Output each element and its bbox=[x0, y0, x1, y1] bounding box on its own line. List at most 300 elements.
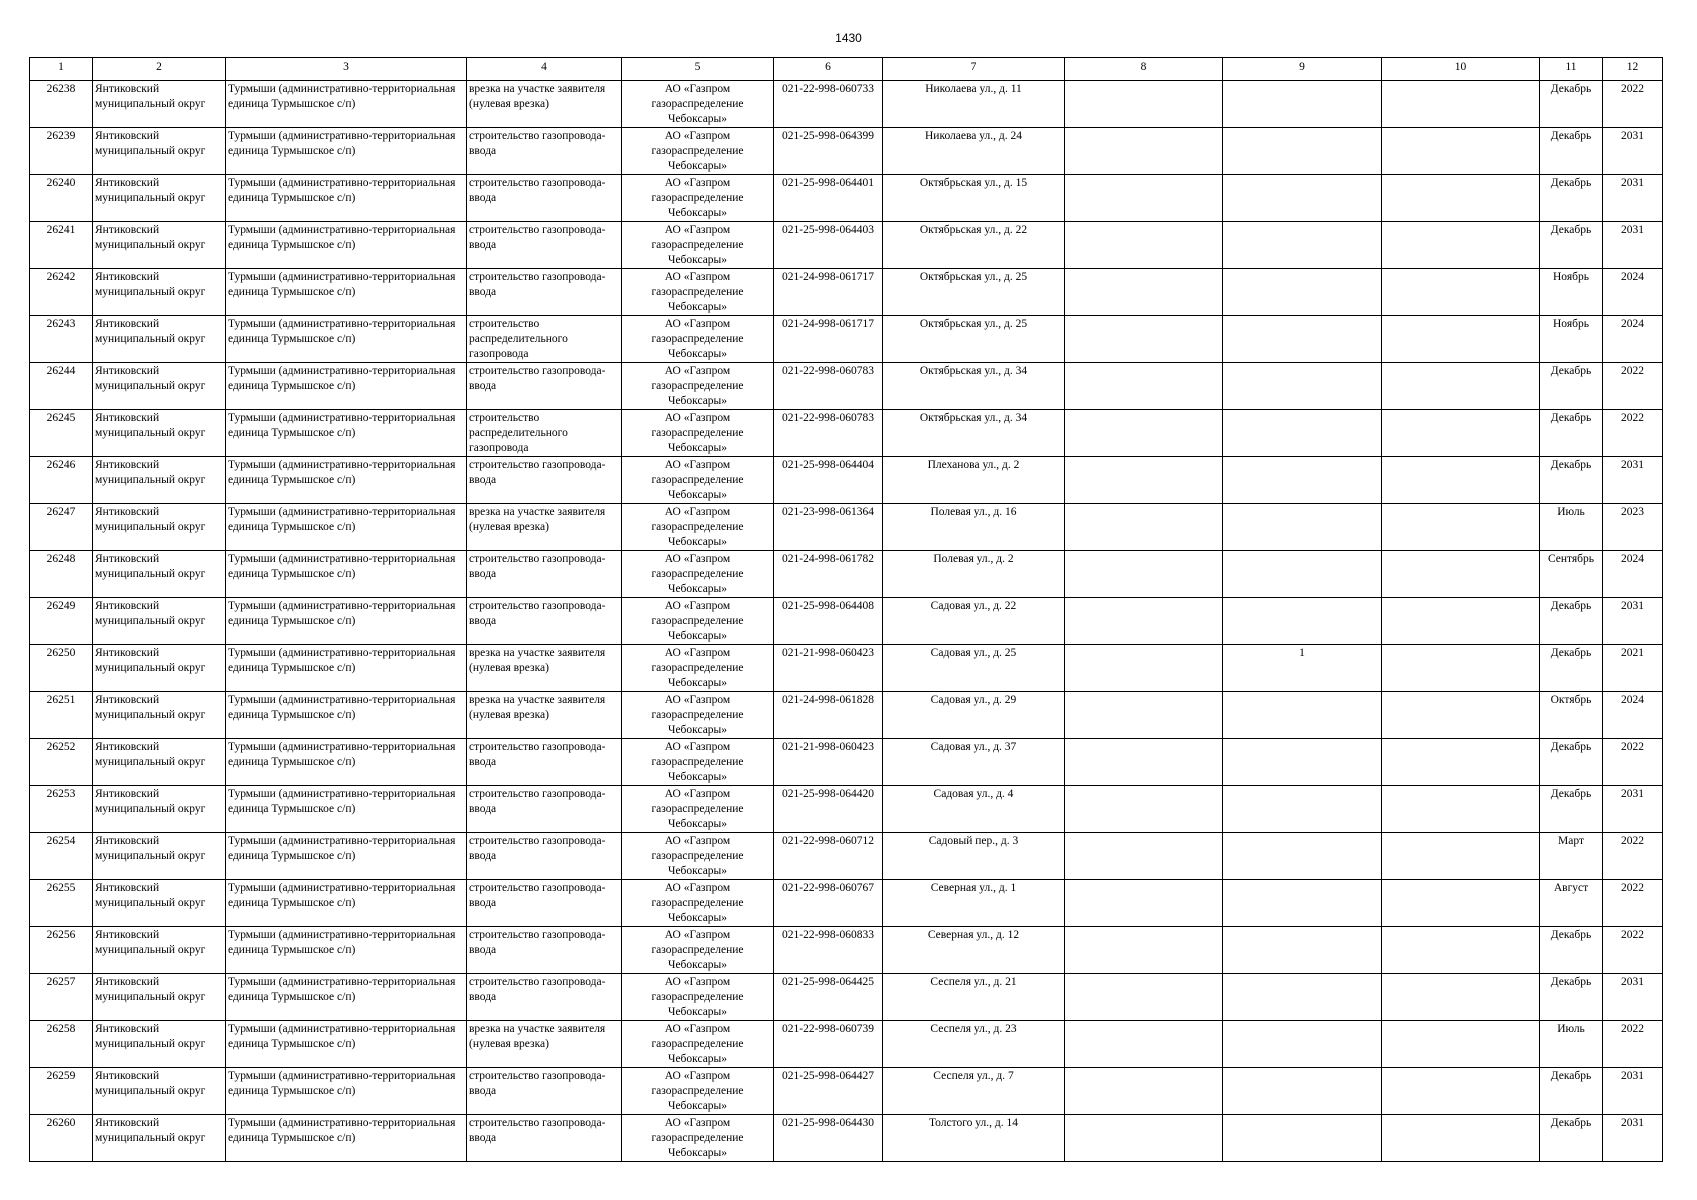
year-cell: 2024 bbox=[1603, 692, 1663, 739]
column-8-cell bbox=[1065, 410, 1223, 457]
row-number-cell: 26240 bbox=[30, 175, 93, 222]
work-type-cell: врезка на участке заявителя (нулевая врезка) bbox=[467, 692, 622, 739]
column-8-cell bbox=[1065, 81, 1223, 128]
district-cell: Янтиковский муниципальный округ bbox=[93, 175, 226, 222]
table-row bbox=[30, 175, 1663, 222]
year-cell: 2022 bbox=[1603, 739, 1663, 786]
district-cell: Янтиковский муниципальный округ bbox=[93, 786, 226, 833]
column-header-9: 9 bbox=[1223, 58, 1382, 81]
organization-cell: АО «Газпром газораспределение Чебоксары» bbox=[622, 880, 774, 927]
address-cell: Полевая ул., д. 2 bbox=[883, 551, 1065, 598]
object-code-cell: 021-24-998-061717 bbox=[774, 269, 883, 316]
organization-cell: АО «Газпром газораспределение Чебоксары» bbox=[622, 175, 774, 222]
column-8-cell bbox=[1065, 786, 1223, 833]
month-cell: Ноябрь bbox=[1540, 316, 1603, 363]
year-cell: 2022 bbox=[1603, 880, 1663, 927]
organization-cell: АО «Газпром газораспределение Чебоксары» bbox=[622, 927, 774, 974]
address-cell: Садовый пер., д. 3 bbox=[883, 833, 1065, 880]
column-8-cell bbox=[1065, 598, 1223, 645]
table-row bbox=[30, 1021, 1663, 1068]
table-row bbox=[30, 974, 1663, 1021]
district-cell: Янтиковский муниципальный округ bbox=[93, 316, 226, 363]
month-cell: Декабрь bbox=[1540, 222, 1603, 269]
settlement-cell: Турмыши (административно-территориальная единица Турмышское с/п) bbox=[226, 974, 467, 1021]
work-type-cell: строительство газопровода-ввода bbox=[467, 551, 622, 598]
month-cell: Июль bbox=[1540, 1021, 1603, 1068]
column-header-10: 10 bbox=[1382, 58, 1540, 81]
row-number-cell: 26248 bbox=[30, 551, 93, 598]
row-number-cell: 26238 bbox=[30, 81, 93, 128]
column-10-cell bbox=[1382, 1068, 1540, 1115]
work-type-cell: строительство газопровода-ввода bbox=[467, 269, 622, 316]
address-cell: Садовая ул., д. 4 bbox=[883, 786, 1065, 833]
work-type-cell: врезка на участке заявителя (нулевая врезка) bbox=[467, 81, 622, 128]
year-cell: 2022 bbox=[1603, 1021, 1663, 1068]
district-cell: Янтиковский муниципальный округ bbox=[93, 269, 226, 316]
work-type-cell: строительство газопровода-ввода bbox=[467, 1115, 622, 1162]
row-number-cell: 26259 bbox=[30, 1068, 93, 1115]
object-code-cell: 021-22-998-060739 bbox=[774, 1021, 883, 1068]
column-10-cell bbox=[1382, 222, 1540, 269]
object-code-cell: 021-25-998-064430 bbox=[774, 1115, 883, 1162]
column-9-cell bbox=[1223, 410, 1382, 457]
table-row bbox=[30, 363, 1663, 410]
month-cell: Декабрь bbox=[1540, 645, 1603, 692]
organization-cell: АО «Газпром газораспределение Чебоксары» bbox=[622, 128, 774, 175]
column-8-cell bbox=[1065, 363, 1223, 410]
year-cell: 2031 bbox=[1603, 175, 1663, 222]
district-cell: Янтиковский муниципальный округ bbox=[93, 645, 226, 692]
column-9-cell bbox=[1223, 551, 1382, 598]
page-number: 1430 bbox=[835, 31, 862, 45]
month-cell: Август bbox=[1540, 880, 1603, 927]
column-10-cell bbox=[1382, 410, 1540, 457]
address-cell: Плеханова ул., д. 2 bbox=[883, 457, 1065, 504]
year-cell: 2022 bbox=[1603, 833, 1663, 880]
column-10-cell bbox=[1382, 128, 1540, 175]
object-code-cell: 021-22-998-060767 bbox=[774, 880, 883, 927]
district-cell: Янтиковский муниципальный округ bbox=[93, 363, 226, 410]
column-9-cell bbox=[1223, 974, 1382, 1021]
work-type-cell: строительство газопровода-ввода bbox=[467, 128, 622, 175]
column-10-cell bbox=[1382, 833, 1540, 880]
address-cell: Садовая ул., д. 25 bbox=[883, 645, 1065, 692]
year-cell: 2031 bbox=[1603, 1068, 1663, 1115]
district-cell: Янтиковский муниципальный округ bbox=[93, 81, 226, 128]
object-code-cell: 021-25-998-064404 bbox=[774, 457, 883, 504]
work-type-cell: врезка на участке заявителя (нулевая врезка) bbox=[467, 1021, 622, 1068]
settlement-cell: Турмыши (административно-территориальная единица Турмышское с/п) bbox=[226, 551, 467, 598]
work-type-cell: врезка на участке заявителя (нулевая врезка) bbox=[467, 504, 622, 551]
column-9-cell bbox=[1223, 1115, 1382, 1162]
header-row bbox=[30, 58, 1663, 81]
district-cell: Янтиковский муниципальный округ bbox=[93, 128, 226, 175]
address-cell: Октябрьская ул., д. 22 bbox=[883, 222, 1065, 269]
column-header-7: 7 bbox=[883, 58, 1065, 81]
organization-cell: АО «Газпром газораспределение Чебоксары» bbox=[622, 645, 774, 692]
column-10-cell bbox=[1382, 504, 1540, 551]
work-type-cell: врезка на участке заявителя (нулевая врезка) bbox=[467, 645, 622, 692]
organization-cell: АО «Газпром газораспределение Чебоксары» bbox=[622, 1068, 774, 1115]
year-cell: 2024 bbox=[1603, 316, 1663, 363]
organization-cell: АО «Газпром газораспределение Чебоксары» bbox=[622, 316, 774, 363]
column-10-cell bbox=[1382, 457, 1540, 504]
year-cell: 2031 bbox=[1603, 1115, 1663, 1162]
column-8-cell bbox=[1065, 269, 1223, 316]
column-9-cell bbox=[1223, 927, 1382, 974]
column-10-cell bbox=[1382, 645, 1540, 692]
column-9-cell: 1 bbox=[1223, 645, 1382, 692]
column-header-12: 12 bbox=[1603, 58, 1663, 81]
column-9-cell bbox=[1223, 316, 1382, 363]
year-cell: 2024 bbox=[1603, 551, 1663, 598]
settlement-cell: Турмыши (административно-территориальная единица Турмышское с/п) bbox=[226, 927, 467, 974]
object-code-cell: 021-25-998-064427 bbox=[774, 1068, 883, 1115]
settlement-cell: Турмыши (административно-территориальная единица Турмышское с/п) bbox=[226, 1068, 467, 1115]
row-number-cell: 26245 bbox=[30, 410, 93, 457]
column-10-cell bbox=[1382, 551, 1540, 598]
year-cell: 2022 bbox=[1603, 81, 1663, 128]
month-cell: Декабрь bbox=[1540, 927, 1603, 974]
year-cell: 2022 bbox=[1603, 927, 1663, 974]
settlement-cell: Турмыши (административно-территориальная единица Турмышское с/п) bbox=[226, 645, 467, 692]
register-table bbox=[29, 57, 1663, 1162]
column-header-5: 5 bbox=[622, 58, 774, 81]
table-row bbox=[30, 598, 1663, 645]
row-number-cell: 26242 bbox=[30, 269, 93, 316]
district-cell: Янтиковский муниципальный округ bbox=[93, 1021, 226, 1068]
settlement-cell: Турмыши (административно-территориальная единица Турмышское с/п) bbox=[226, 598, 467, 645]
object-code-cell: 021-22-998-060783 bbox=[774, 363, 883, 410]
row-number-cell: 26250 bbox=[30, 645, 93, 692]
table-row bbox=[30, 504, 1663, 551]
organization-cell: АО «Газпром газораспределение Чебоксары» bbox=[622, 692, 774, 739]
column-9-cell bbox=[1223, 504, 1382, 551]
column-9-cell bbox=[1223, 880, 1382, 927]
organization-cell: АО «Газпром газораспределение Чебоксары» bbox=[622, 81, 774, 128]
column-8-cell bbox=[1065, 1115, 1223, 1162]
organization-cell: АО «Газпром газораспределение Чебоксары» bbox=[622, 739, 774, 786]
row-number-cell: 26247 bbox=[30, 504, 93, 551]
settlement-cell: Турмыши (административно-территориальная единица Турмышское с/п) bbox=[226, 504, 467, 551]
year-cell: 2031 bbox=[1603, 457, 1663, 504]
table-row bbox=[30, 551, 1663, 598]
settlement-cell: Турмыши (административно-территориальная единица Турмышское с/п) bbox=[226, 880, 467, 927]
column-8-cell bbox=[1065, 551, 1223, 598]
settlement-cell: Турмыши (административно-территориальная единица Турмышское с/п) bbox=[226, 786, 467, 833]
object-code-cell: 021-22-998-060833 bbox=[774, 927, 883, 974]
district-cell: Янтиковский муниципальный округ bbox=[93, 410, 226, 457]
column-8-cell bbox=[1065, 504, 1223, 551]
object-code-cell: 021-22-998-060712 bbox=[774, 833, 883, 880]
district-cell: Янтиковский муниципальный округ bbox=[93, 457, 226, 504]
settlement-cell: Турмыши (административно-территориальная единица Турмышское с/п) bbox=[226, 269, 467, 316]
address-cell: Садовая ул., д. 37 bbox=[883, 739, 1065, 786]
row-number-cell: 26260 bbox=[30, 1115, 93, 1162]
column-9-cell bbox=[1223, 739, 1382, 786]
district-cell: Янтиковский муниципальный округ bbox=[93, 692, 226, 739]
month-cell: Декабрь bbox=[1540, 410, 1603, 457]
organization-cell: АО «Газпром газораспределение Чебоксары» bbox=[622, 974, 774, 1021]
work-type-cell: строительство газопровода-ввода bbox=[467, 598, 622, 645]
settlement-cell: Турмыши (административно-территориальная единица Турмышское с/п) bbox=[226, 410, 467, 457]
work-type-cell: строительство газопровода-ввода bbox=[467, 222, 622, 269]
district-cell: Янтиковский муниципальный округ bbox=[93, 974, 226, 1021]
column-9-cell bbox=[1223, 1068, 1382, 1115]
row-number-cell: 26243 bbox=[30, 316, 93, 363]
column-10-cell bbox=[1382, 974, 1540, 1021]
work-type-cell: строительство газопровода-ввода bbox=[467, 739, 622, 786]
work-type-cell: строительство газопровода-ввода bbox=[467, 880, 622, 927]
column-10-cell bbox=[1382, 739, 1540, 786]
table-row bbox=[30, 739, 1663, 786]
table-row bbox=[30, 833, 1663, 880]
district-cell: Янтиковский муниципальный округ bbox=[93, 222, 226, 269]
month-cell: Декабрь bbox=[1540, 175, 1603, 222]
organization-cell: АО «Газпром газораспределение Чебоксары» bbox=[622, 598, 774, 645]
organization-cell: АО «Газпром газораспределение Чебоксары» bbox=[622, 457, 774, 504]
address-cell: Сеспеля ул., д. 7 bbox=[883, 1068, 1065, 1115]
address-cell: Северная ул., д. 1 bbox=[883, 880, 1065, 927]
year-cell: 2024 bbox=[1603, 269, 1663, 316]
column-8-cell bbox=[1065, 645, 1223, 692]
address-cell: Октябрьская ул., д. 25 bbox=[883, 316, 1065, 363]
table-row bbox=[30, 222, 1663, 269]
settlement-cell: Турмыши (административно-территориальная единица Турмышское с/п) bbox=[226, 128, 467, 175]
district-cell: Янтиковский муниципальный округ bbox=[93, 833, 226, 880]
address-cell: Садовая ул., д. 29 bbox=[883, 692, 1065, 739]
column-10-cell bbox=[1382, 880, 1540, 927]
column-10-cell bbox=[1382, 316, 1540, 363]
organization-cell: АО «Газпром газораспределение Чебоксары» bbox=[622, 1115, 774, 1162]
row-number-cell: 26239 bbox=[30, 128, 93, 175]
table-row bbox=[30, 128, 1663, 175]
work-type-cell: строительство газопровода-ввода bbox=[467, 833, 622, 880]
organization-cell: АО «Газпром газораспределение Чебоксары» bbox=[622, 786, 774, 833]
column-header-3: 3 bbox=[226, 58, 467, 81]
row-number-cell: 26241 bbox=[30, 222, 93, 269]
row-number-cell: 26251 bbox=[30, 692, 93, 739]
column-header-8: 8 bbox=[1065, 58, 1223, 81]
table-row bbox=[30, 1115, 1663, 1162]
column-8-cell bbox=[1065, 175, 1223, 222]
row-number-cell: 26253 bbox=[30, 786, 93, 833]
column-8-cell bbox=[1065, 974, 1223, 1021]
table-row bbox=[30, 269, 1663, 316]
column-9-cell bbox=[1223, 692, 1382, 739]
column-8-cell bbox=[1065, 1021, 1223, 1068]
year-cell: 2031 bbox=[1603, 222, 1663, 269]
column-8-cell bbox=[1065, 927, 1223, 974]
address-cell: Октябрьская ул., д. 34 bbox=[883, 410, 1065, 457]
district-cell: Янтиковский муниципальный округ bbox=[93, 1068, 226, 1115]
column-header-1: 1 bbox=[30, 58, 93, 81]
organization-cell: АО «Газпром газораспределение Чебоксары» bbox=[622, 504, 774, 551]
column-9-cell bbox=[1223, 269, 1382, 316]
object-code-cell: 021-21-998-060423 bbox=[774, 645, 883, 692]
table-row bbox=[30, 927, 1663, 974]
month-cell: Декабрь bbox=[1540, 1068, 1603, 1115]
district-cell: Янтиковский муниципальный округ bbox=[93, 1115, 226, 1162]
address-cell: Садовая ул., д. 22 bbox=[883, 598, 1065, 645]
table-header bbox=[30, 58, 1663, 81]
column-9-cell bbox=[1223, 128, 1382, 175]
work-type-cell: строительство газопровода-ввода bbox=[467, 363, 622, 410]
year-cell: 2021 bbox=[1603, 645, 1663, 692]
district-cell: Янтиковский муниципальный округ bbox=[93, 504, 226, 551]
organization-cell: АО «Газпром газораспределение Чебоксары» bbox=[622, 222, 774, 269]
row-number-cell: 26256 bbox=[30, 927, 93, 974]
address-cell: Толстого ул., д. 14 bbox=[883, 1115, 1065, 1162]
district-cell: Янтиковский муниципальный округ bbox=[93, 927, 226, 974]
table-row bbox=[30, 81, 1663, 128]
column-9-cell bbox=[1223, 175, 1382, 222]
column-8-cell bbox=[1065, 1068, 1223, 1115]
object-code-cell: 021-21-998-060423 bbox=[774, 739, 883, 786]
column-9-cell bbox=[1223, 363, 1382, 410]
column-9-cell bbox=[1223, 457, 1382, 504]
row-number-cell: 26249 bbox=[30, 598, 93, 645]
month-cell: Октябрь bbox=[1540, 692, 1603, 739]
month-cell: Декабрь bbox=[1540, 598, 1603, 645]
column-10-cell bbox=[1382, 1115, 1540, 1162]
work-type-cell: строительство газопровода-ввода bbox=[467, 457, 622, 504]
column-9-cell bbox=[1223, 833, 1382, 880]
work-type-cell: строительство распределительного газопровода bbox=[467, 316, 622, 363]
work-type-cell: строительство газопровода-ввода bbox=[467, 1068, 622, 1115]
address-cell: Октябрьская ул., д. 15 bbox=[883, 175, 1065, 222]
settlement-cell: Турмыши (административно-территориальная единица Турмышское с/п) bbox=[226, 692, 467, 739]
settlement-cell: Турмыши (административно-территориальная единица Турмышское с/п) bbox=[226, 1021, 467, 1068]
column-8-cell bbox=[1065, 316, 1223, 363]
district-cell: Янтиковский муниципальный округ bbox=[93, 880, 226, 927]
year-cell: 2022 bbox=[1603, 363, 1663, 410]
row-number-cell: 26255 bbox=[30, 880, 93, 927]
year-cell: 2031 bbox=[1603, 598, 1663, 645]
address-cell: Полевая ул., д. 16 bbox=[883, 504, 1065, 551]
object-code-cell: 021-24-998-061828 bbox=[774, 692, 883, 739]
column-9-cell bbox=[1223, 81, 1382, 128]
month-cell: Декабрь bbox=[1540, 128, 1603, 175]
settlement-cell: Турмыши (административно-территориальная единица Турмышское с/п) bbox=[226, 81, 467, 128]
organization-cell: АО «Газпром газораспределение Чебоксары» bbox=[622, 833, 774, 880]
column-8-cell bbox=[1065, 457, 1223, 504]
settlement-cell: Турмыши (административно-территориальная единица Турмышское с/п) bbox=[226, 833, 467, 880]
object-code-cell: 021-22-998-060733 bbox=[774, 81, 883, 128]
address-cell: Северная ул., д. 12 bbox=[883, 927, 1065, 974]
address-cell: Октябрьская ул., д. 25 bbox=[883, 269, 1065, 316]
object-code-cell: 021-22-998-060783 bbox=[774, 410, 883, 457]
column-9-cell bbox=[1223, 222, 1382, 269]
work-type-cell: строительство газопровода-ввода bbox=[467, 175, 622, 222]
column-10-cell bbox=[1382, 175, 1540, 222]
month-cell: Декабрь bbox=[1540, 739, 1603, 786]
column-9-cell bbox=[1223, 598, 1382, 645]
object-code-cell: 021-25-998-064408 bbox=[774, 598, 883, 645]
month-cell: Ноябрь bbox=[1540, 269, 1603, 316]
object-code-cell: 021-23-998-061364 bbox=[774, 504, 883, 551]
object-code-cell: 021-25-998-064425 bbox=[774, 974, 883, 1021]
table-row bbox=[30, 692, 1663, 739]
object-code-cell: 021-25-998-064420 bbox=[774, 786, 883, 833]
address-cell: Сеспеля ул., д. 23 bbox=[883, 1021, 1065, 1068]
settlement-cell: Турмыши (административно-территориальная единица Турмышское с/п) bbox=[226, 363, 467, 410]
row-number-cell: 26257 bbox=[30, 974, 93, 1021]
year-cell: 2031 bbox=[1603, 974, 1663, 1021]
work-type-cell: строительство газопровода-ввода bbox=[467, 974, 622, 1021]
address-cell: Октябрьская ул., д. 34 bbox=[883, 363, 1065, 410]
month-cell: Март bbox=[1540, 833, 1603, 880]
column-9-cell bbox=[1223, 786, 1382, 833]
column-10-cell bbox=[1382, 81, 1540, 128]
district-cell: Янтиковский муниципальный округ bbox=[93, 598, 226, 645]
year-cell: 2031 bbox=[1603, 786, 1663, 833]
column-8-cell bbox=[1065, 880, 1223, 927]
column-8-cell bbox=[1065, 739, 1223, 786]
month-cell: Декабрь bbox=[1540, 457, 1603, 504]
year-cell: 2022 bbox=[1603, 410, 1663, 457]
table-body bbox=[30, 81, 1663, 1162]
row-number-cell: 26258 bbox=[30, 1021, 93, 1068]
settlement-cell: Турмыши (административно-территориальная единица Турмышское с/п) bbox=[226, 316, 467, 363]
object-code-cell: 021-24-998-061717 bbox=[774, 316, 883, 363]
object-code-cell: 021-25-998-064399 bbox=[774, 128, 883, 175]
organization-cell: АО «Газпром газораспределение Чебоксары» bbox=[622, 1021, 774, 1068]
organization-cell: АО «Газпром газораспределение Чебоксары» bbox=[622, 551, 774, 598]
column-8-cell bbox=[1065, 833, 1223, 880]
settlement-cell: Турмыши (административно-территориальная единица Турмышское с/п) bbox=[226, 739, 467, 786]
column-9-cell bbox=[1223, 1021, 1382, 1068]
organization-cell: АО «Газпром газораспределение Чебоксары» bbox=[622, 410, 774, 457]
table-row bbox=[30, 1068, 1663, 1115]
month-cell: Декабрь bbox=[1540, 786, 1603, 833]
settlement-cell: Турмыши (административно-территориальная единица Турмышское с/п) bbox=[226, 1115, 467, 1162]
column-10-cell bbox=[1382, 598, 1540, 645]
work-type-cell: строительство газопровода-ввода bbox=[467, 786, 622, 833]
address-cell: Николаева ул., д. 11 bbox=[883, 81, 1065, 128]
table-row bbox=[30, 316, 1663, 363]
row-number-cell: 26246 bbox=[30, 457, 93, 504]
row-number-cell: 26254 bbox=[30, 833, 93, 880]
column-8-cell bbox=[1065, 128, 1223, 175]
column-header-4: 4 bbox=[467, 58, 622, 81]
work-type-cell: строительство газопровода-ввода bbox=[467, 927, 622, 974]
settlement-cell: Турмыши (административно-территориальная единица Турмышское с/п) bbox=[226, 222, 467, 269]
settlement-cell: Турмыши (административно-территориальная единица Турмышское с/п) bbox=[226, 457, 467, 504]
organization-cell: АО «Газпром газораспределение Чебоксары» bbox=[622, 363, 774, 410]
column-10-cell bbox=[1382, 927, 1540, 974]
work-type-cell: строительство распределительного газопровода bbox=[467, 410, 622, 457]
district-cell: Янтиковский муниципальный округ bbox=[93, 551, 226, 598]
district-cell: Янтиковский муниципальный округ bbox=[93, 739, 226, 786]
column-10-cell bbox=[1382, 692, 1540, 739]
month-cell: Декабрь bbox=[1540, 363, 1603, 410]
table-row bbox=[30, 880, 1663, 927]
object-code-cell: 021-25-998-064401 bbox=[774, 175, 883, 222]
address-cell: Сеспеля ул., д. 21 bbox=[883, 974, 1065, 1021]
column-8-cell bbox=[1065, 692, 1223, 739]
table-row bbox=[30, 410, 1663, 457]
object-code-cell: 021-25-998-064403 bbox=[774, 222, 883, 269]
year-cell: 2031 bbox=[1603, 128, 1663, 175]
month-cell: Июль bbox=[1540, 504, 1603, 551]
row-number-cell: 26244 bbox=[30, 363, 93, 410]
month-cell: Декабрь bbox=[1540, 81, 1603, 128]
row-number-cell: 26252 bbox=[30, 739, 93, 786]
column-10-cell bbox=[1382, 363, 1540, 410]
month-cell: Декабрь bbox=[1540, 1115, 1603, 1162]
column-header-6: 6 bbox=[774, 58, 883, 81]
